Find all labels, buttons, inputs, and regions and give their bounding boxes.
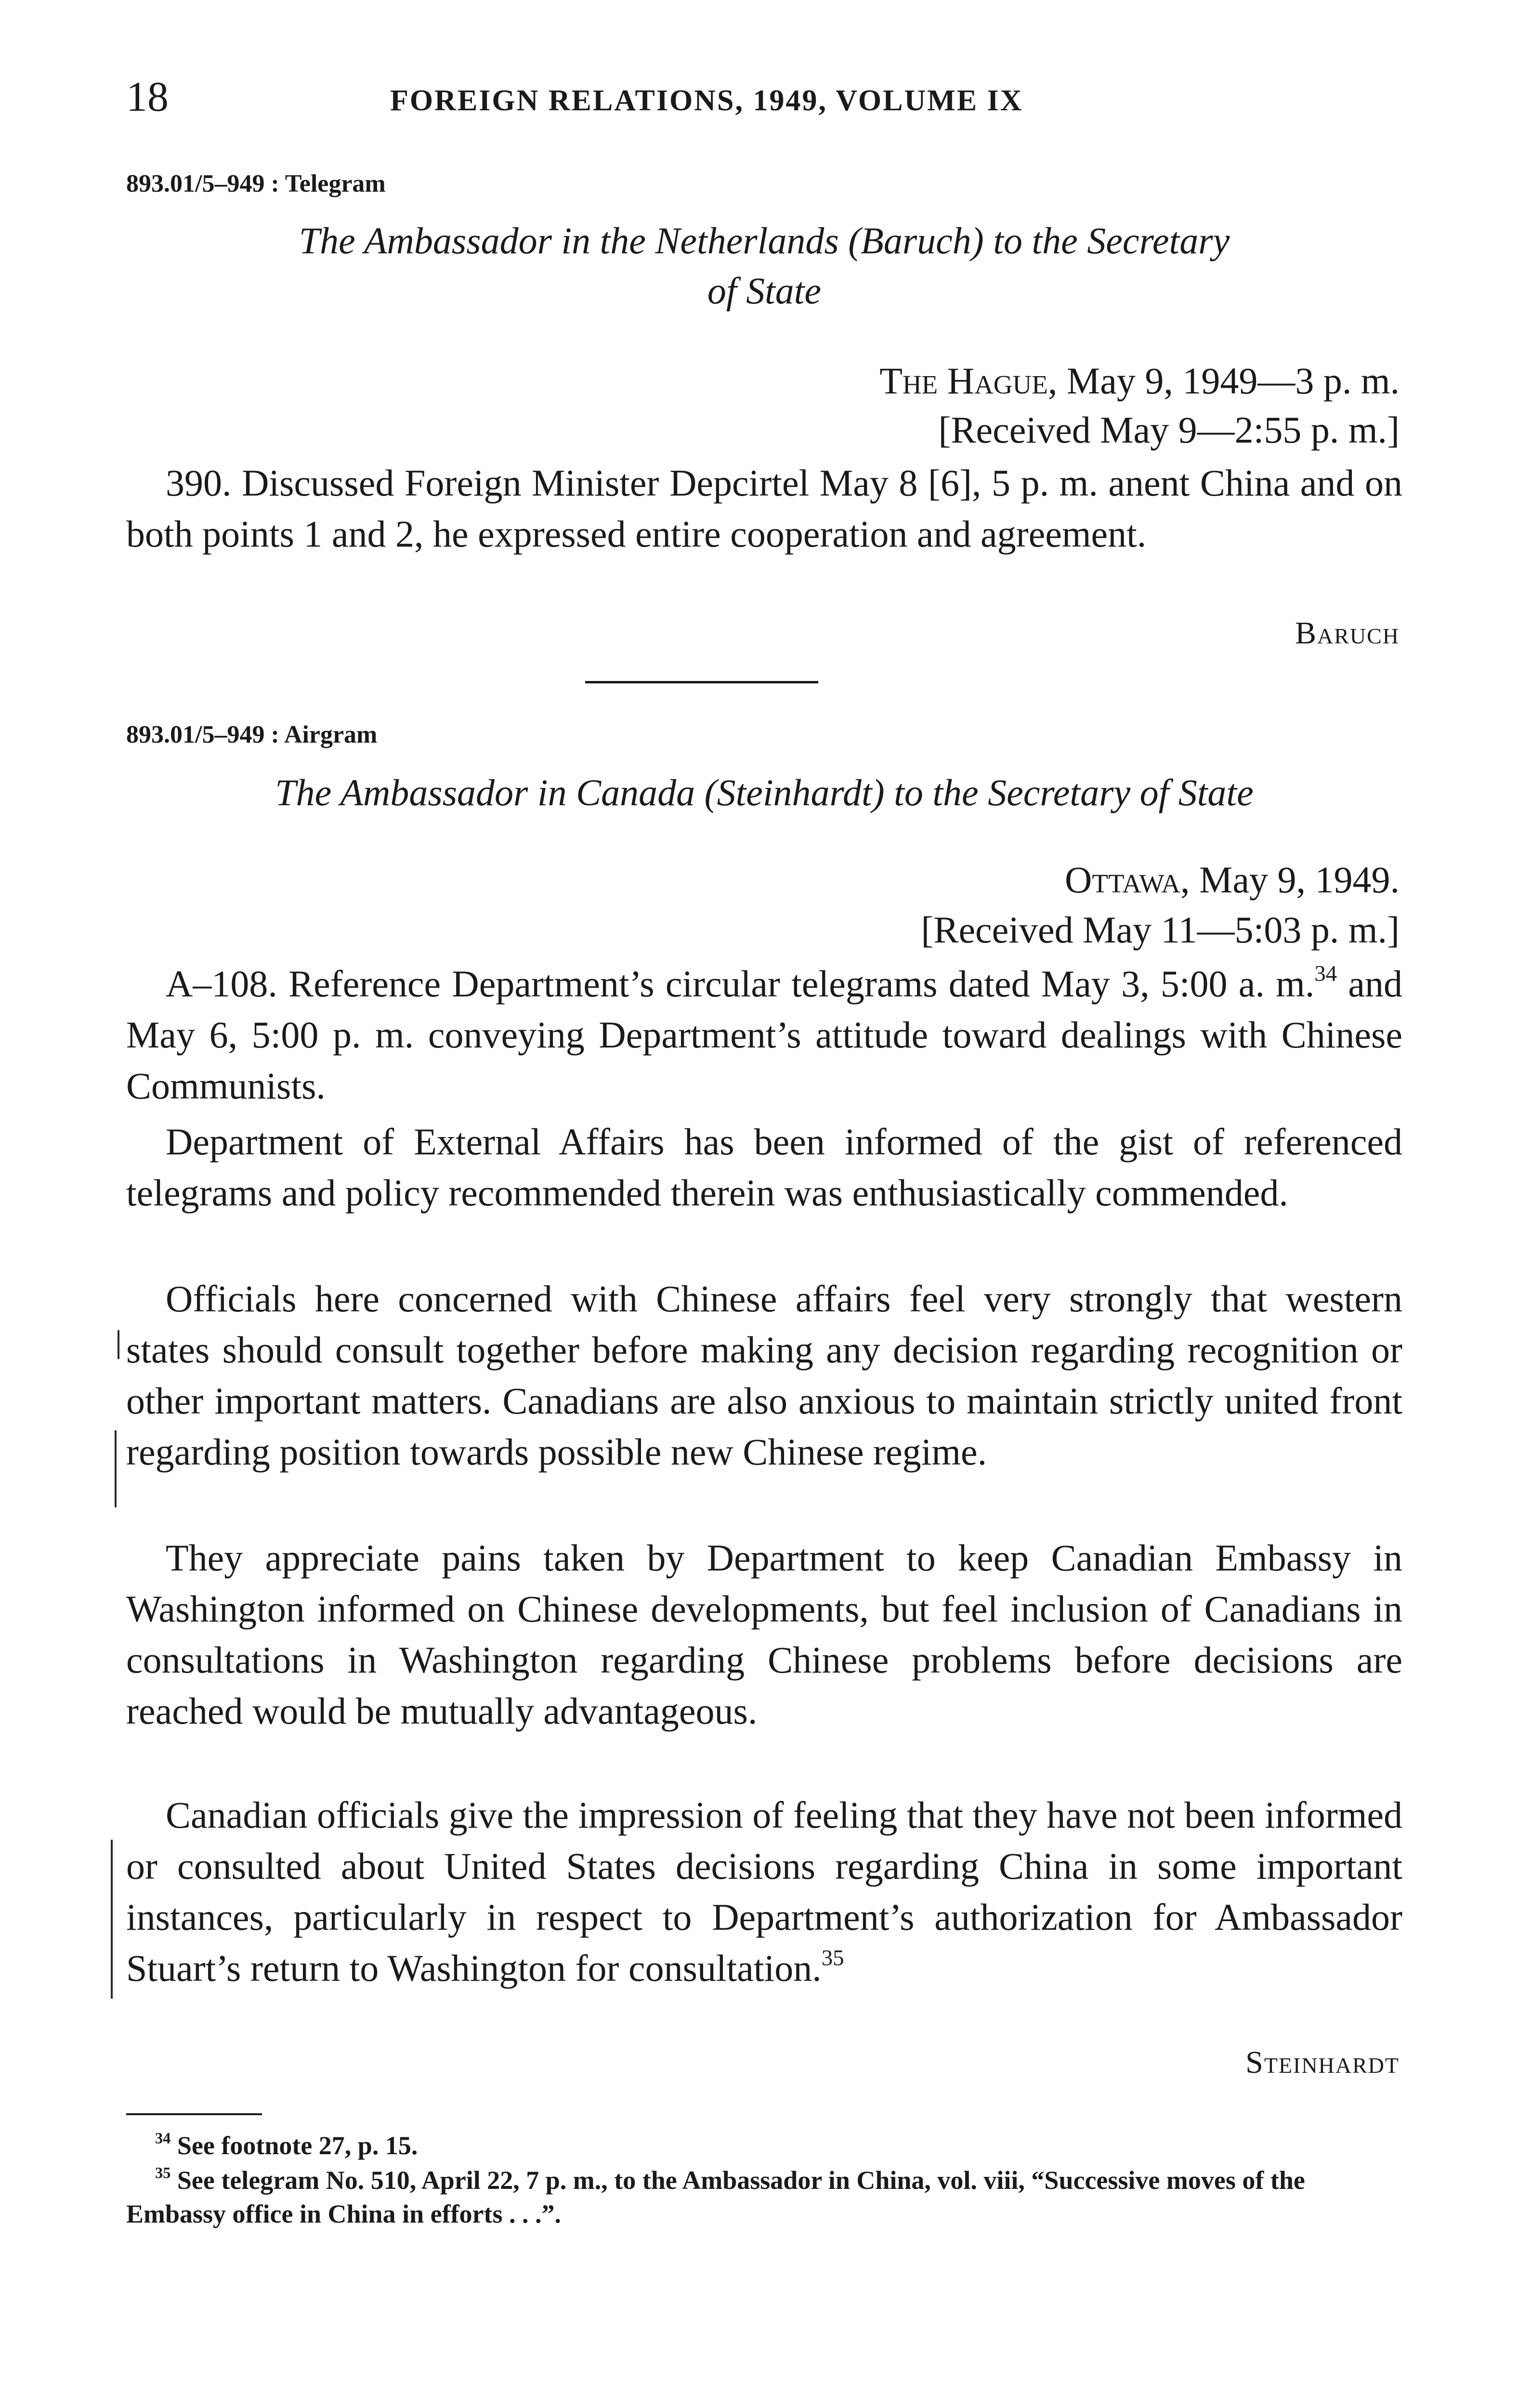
doc1-dateline-place: The Hague,: [879, 360, 1058, 402]
doc2-paragraph-5: [126, 1790, 1402, 1994]
doc1-title-line2: of State: [707, 270, 822, 312]
doc1-body: 390. Discussed Foreign Minister Depcirtel May 8 [6], 5 p. m. anent China and on both points 1 and 2, he expressed entire cooperation and agreement.: [126, 462, 1402, 555]
doc1-signature: Baruch: [1295, 615, 1400, 651]
footnote-number: 34: [155, 2130, 171, 2147]
doc2-paragraph-2: Department of External Affairs has been informed of the gist of referenced telegrams and policy recommended therein was enthusiastically commended.: [126, 1121, 1402, 1214]
margin-bracket-mark: [115, 1430, 117, 1507]
footnote-ref-35: 35: [821, 1945, 844, 1971]
footnote-ref-34: 34: [1314, 961, 1337, 986]
footnote-35: [126, 2163, 1402, 2231]
page-number: 18: [126, 74, 169, 120]
footnote-34: [126, 2129, 1402, 2162]
section-divider: [585, 681, 818, 683]
footnote-text: See telegram No. 510, April 22, 7 p. m., to the Ambassador in China, vol. viii, “Successive moves of the Embassy office in China in efforts . . .”.: [126, 2166, 1305, 2228]
doc1-title: [126, 216, 1402, 316]
running-title: FOREIGN RELATIONS, 1949, VOLUME IX: [390, 84, 1023, 117]
doc2-dateline-date: May 9, 1949.: [1199, 859, 1400, 901]
doc1-dateline: [879, 362, 1400, 400]
doc2-dateline-place: Ottawa,: [1065, 859, 1190, 901]
footnote-number: 35: [155, 2164, 171, 2182]
doc1-received: [Received May 9—2:55 p. m.]: [938, 409, 1400, 451]
margin-bracket-mark: [118, 1330, 119, 1359]
doc2-file-reference: 893.01/5–949 : Airgram: [126, 721, 378, 748]
doc2-title: The Ambassador in Canada (Steinhardt) to the Secretary of State: [275, 772, 1254, 813]
doc2-dateline: [1065, 861, 1400, 899]
footnote-text: See footnote 27, p. 15.: [177, 2131, 418, 2160]
doc2-paragraph-1: [126, 958, 1402, 1112]
doc1-dateline-date: May 9, 1949—3 p. m.: [1066, 360, 1400, 402]
footnote-rule: [126, 2113, 262, 2115]
doc2-received: [Received May 11—5:03 p. m.]: [921, 909, 1400, 951]
doc2-paragraph-4: They appreciate pains taken by Department to keep Canadian Embassy in Washington informed on Chinese developments, but feel inclusion of Canadians in consultations in Washington regarding Chinese problems before decisions are reached would be mutually advantageous.: [126, 1537, 1402, 1732]
doc2-paragraph-1-text-b: and May 6, 5:00 p. m. conveying Department’s attitude toward dealings with Chinese Communists.: [126, 963, 1402, 1107]
doc2-paragraph-3: Officials here concerned with Chinese affairs feel very strongly that western states should consult together before making any decision regarding recognition or other important matters. Canadians are also anxious to maintain strictly united front regarding position towards possible new Chinese regime.: [126, 1278, 1402, 1473]
doc2-paragraph-5-text: Canadian officials give the impression of feeling that they have not been informed or consulted about United States decisions regarding China in some important instances, particularly in respect to Department’s authorization for Ambassador Stuart’s return to Washington for consultation.: [126, 1794, 1402, 1989]
doc2-paragraph-1-text-a: A–108. Reference Department’s circular telegrams dated May 3, 5:00 a. m.: [166, 963, 1315, 1005]
doc1-title-line1: The Ambassador in the Netherlands (Baruch) to the Secretary: [299, 220, 1230, 262]
doc2-signature: Steinhardt: [1245, 2045, 1400, 2080]
margin-bracket-mark: [111, 1840, 113, 1999]
doc1-file-reference: 893.01/5–949 : Telegram: [126, 170, 386, 197]
